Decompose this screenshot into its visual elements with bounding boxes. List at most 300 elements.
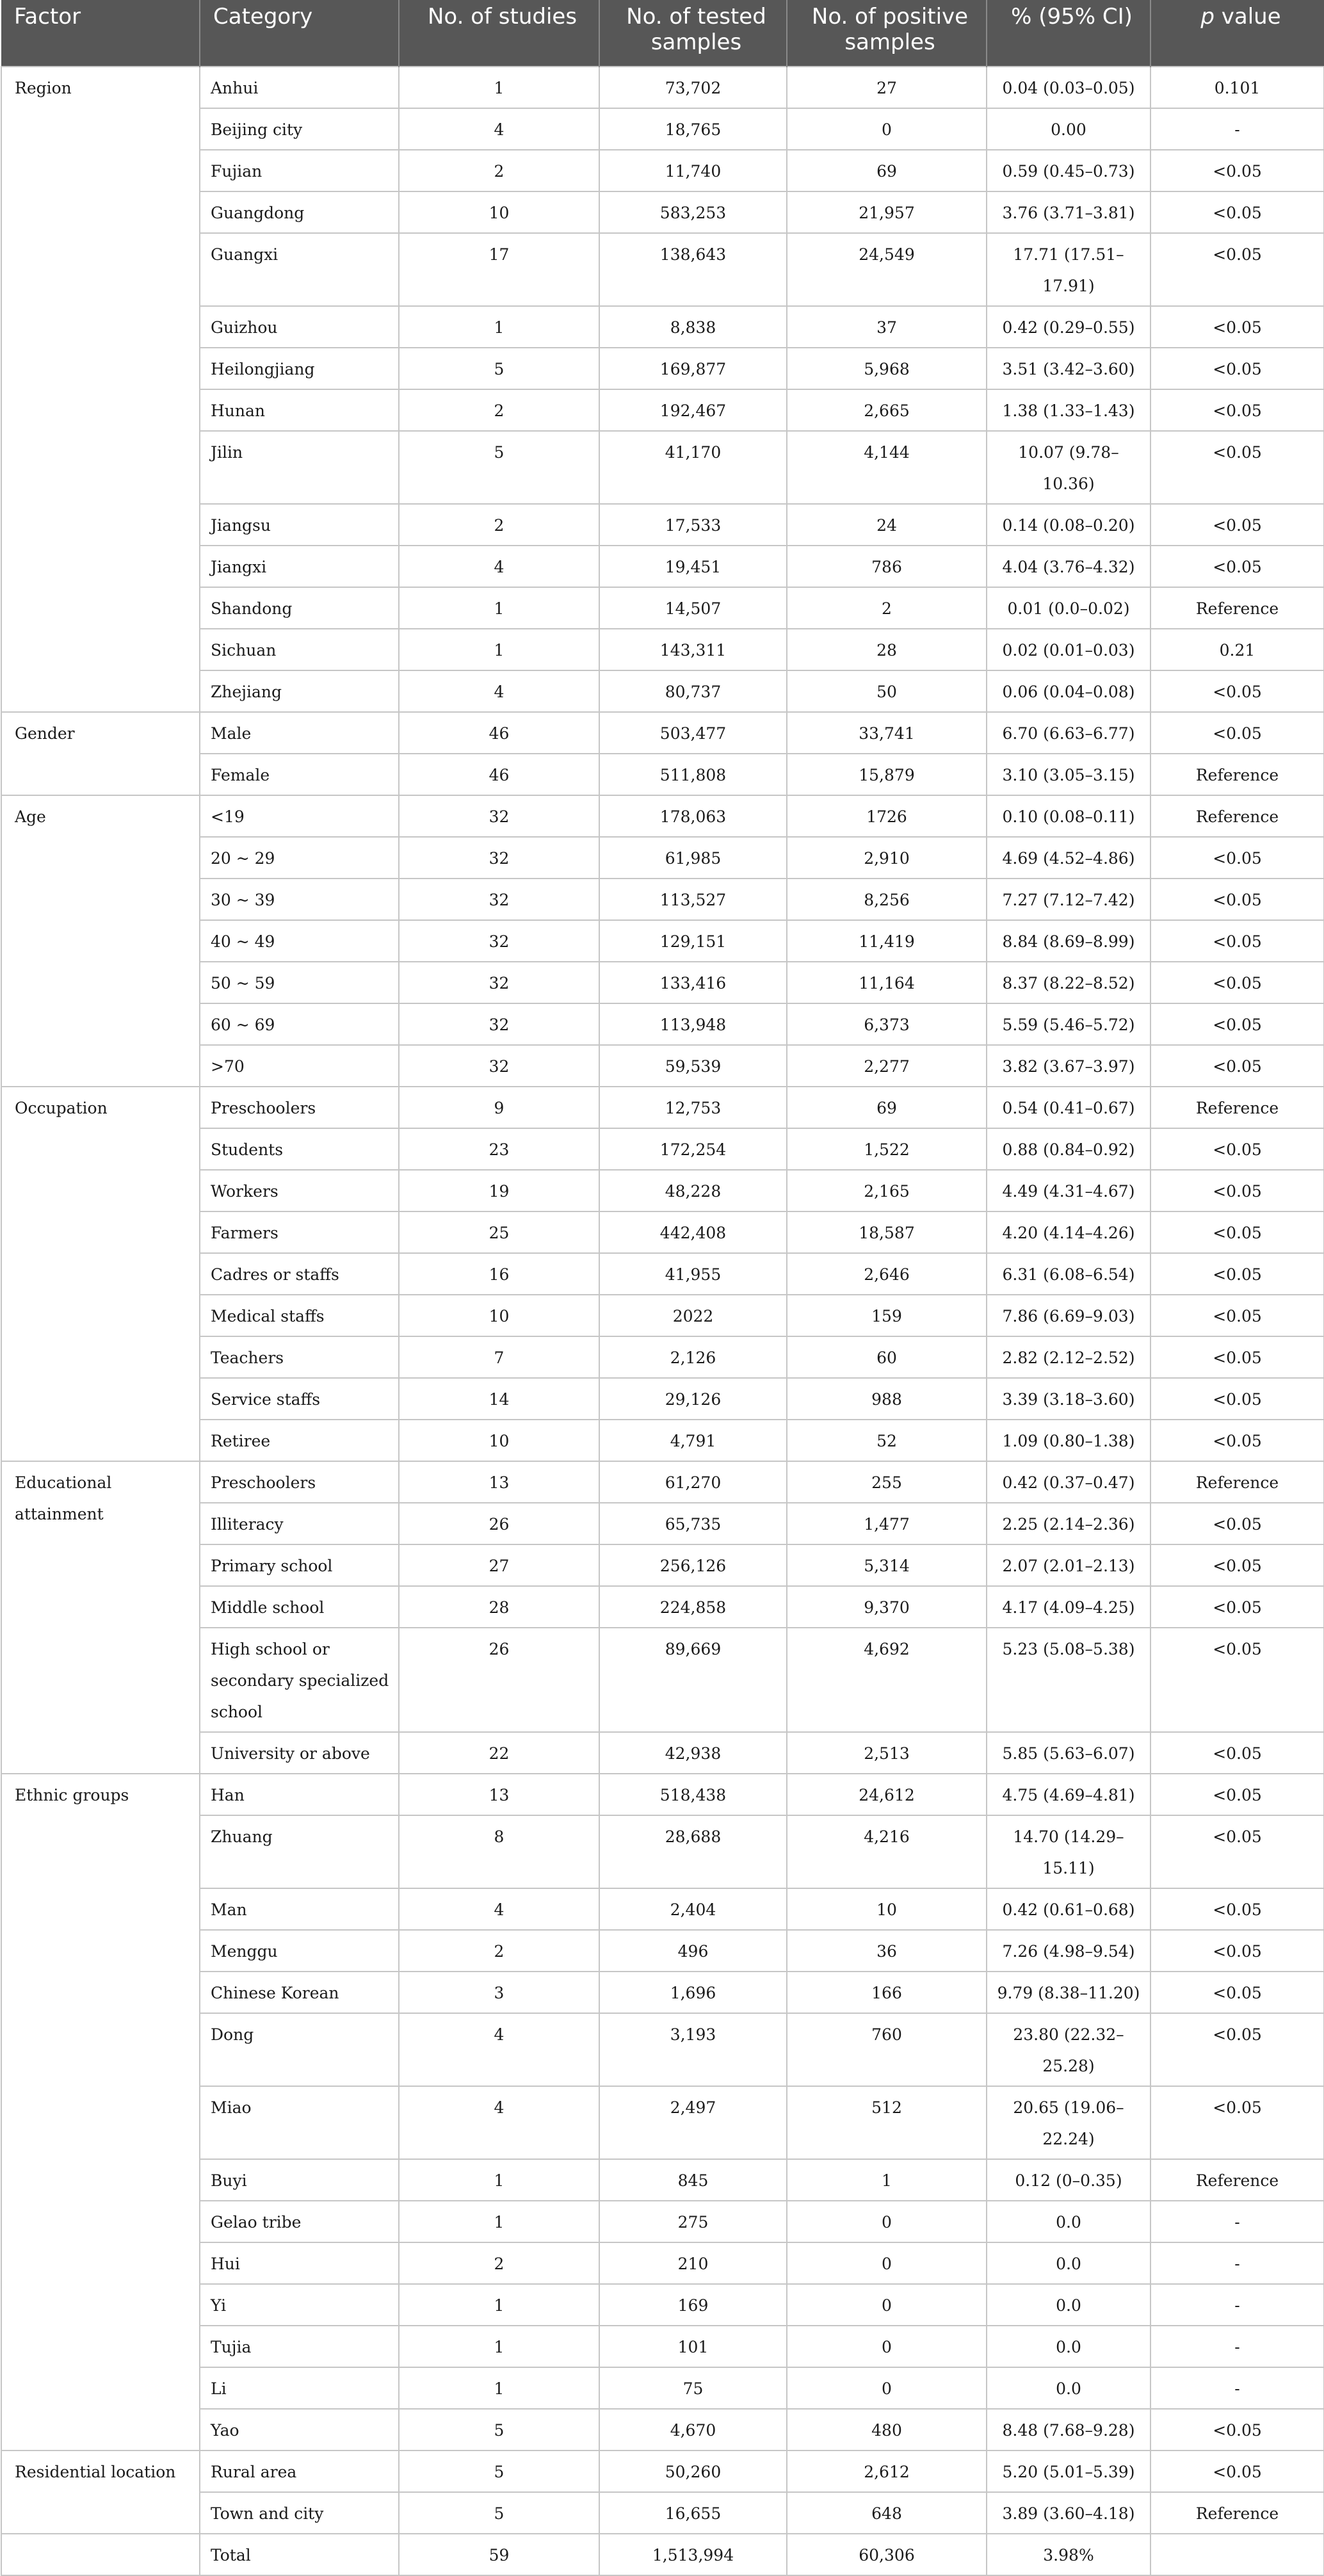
tested-cell: 80,737	[599, 670, 787, 712]
category-cell: Guangdong	[200, 191, 399, 233]
category-cell: Dong	[200, 2013, 399, 2086]
tested-cell: 8,838	[599, 306, 787, 348]
studies-cell: 4	[399, 2086, 599, 2159]
studies-cell: 4	[399, 2013, 599, 2086]
positive-cell: 18,587	[787, 1211, 987, 1253]
p-value-cell: <0.05	[1150, 1253, 1324, 1295]
percent-cell: 3.51 (3.42–3.60)	[987, 348, 1150, 389]
positive-cell: 1726	[787, 795, 987, 837]
percent-cell: 6.31 (6.08–6.54)	[987, 1253, 1150, 1295]
studies-cell: 7	[399, 1336, 599, 1378]
studies-cell: 13	[399, 1461, 599, 1503]
header-positive: No. of positive samples	[787, 0, 987, 67]
percent-cell: 3.39 (3.18–3.60)	[987, 1378, 1150, 1420]
positive-cell: 166	[787, 1972, 987, 2013]
category-cell: 50 ~ 59	[200, 962, 399, 1003]
positive-cell: 480	[787, 2409, 987, 2450]
tested-cell: 192,467	[599, 389, 787, 431]
tested-cell: 28,688	[599, 1815, 787, 1888]
positive-cell: 0	[787, 2284, 987, 2326]
tested-cell: 138,643	[599, 233, 787, 306]
table-row	[1, 1774, 1324, 1815]
positive-cell: 2,665	[787, 389, 987, 431]
category-cell: Service staffs	[200, 1378, 399, 1420]
percent-cell: 4.04 (3.76–4.32)	[987, 546, 1150, 587]
tested-cell: 2,497	[599, 2086, 787, 2159]
positive-cell: 9,370	[787, 1586, 987, 1628]
percent-cell: 4.75 (4.69–4.81)	[987, 1774, 1150, 1815]
positive-cell: 5,314	[787, 1544, 987, 1586]
percent-cell: 2.07 (2.01–2.13)	[987, 1544, 1150, 1586]
p-value-cell: 0.21	[1150, 629, 1324, 670]
p-value-cell: -	[1150, 2284, 1324, 2326]
category-cell: Total	[200, 2534, 399, 2575]
table-row	[1, 2284, 1324, 2326]
table-header	[1, 0, 1324, 67]
tested-cell: 169,877	[599, 348, 787, 389]
percent-cell: 0.02 (0.01–0.03)	[987, 629, 1150, 670]
category-cell: Students	[200, 1128, 399, 1170]
category-cell: Han	[200, 1774, 399, 1815]
table-row	[1, 67, 1324, 108]
tested-cell: 518,438	[599, 1774, 787, 1815]
tested-cell: 2,404	[599, 1888, 787, 1930]
p-value-cell: <0.05	[1150, 1045, 1324, 1087]
p-value-cell: <0.05	[1150, 306, 1324, 348]
table-row	[1, 233, 1324, 306]
p-value-cell: <0.05	[1150, 150, 1324, 191]
studies-cell: 2	[399, 1930, 599, 1972]
studies-cell: 1	[399, 67, 599, 108]
positive-cell: 5,968	[787, 348, 987, 389]
percent-cell: 0.0	[987, 2242, 1150, 2284]
percent-cell: 23.80 (22.32–25.28)	[987, 2013, 1150, 2086]
factor-cell: Occupation	[1, 1087, 200, 1461]
p-value-cell: <0.05	[1150, 1972, 1324, 2013]
positive-cell: 11,419	[787, 920, 987, 962]
p-value-cell: Reference	[1150, 1461, 1324, 1503]
percent-cell: 0.59 (0.45–0.73)	[987, 150, 1150, 191]
percent-cell: 4.17 (4.09–4.25)	[987, 1586, 1150, 1628]
positive-cell: 69	[787, 1087, 987, 1128]
positive-cell: 1	[787, 2159, 987, 2201]
tested-cell: 4,670	[599, 2409, 787, 2450]
studies-cell: 1	[399, 2201, 599, 2242]
studies-cell: 32	[399, 1045, 599, 1087]
percent-cell: 14.70 (14.29–15.11)	[987, 1815, 1150, 1888]
p-value-cell: <0.05	[1150, 2450, 1324, 2492]
positive-cell: 6,373	[787, 1003, 987, 1045]
p-value-cell: <0.05	[1150, 1503, 1324, 1544]
percent-cell: 0.42 (0.61–0.68)	[987, 1888, 1150, 1930]
tested-cell: 129,151	[599, 920, 787, 962]
tested-cell: 41,955	[599, 1253, 787, 1295]
percent-cell: 2.25 (2.14–2.36)	[987, 1503, 1150, 1544]
p-value-cell: 0.101	[1150, 67, 1324, 108]
p-value-cell: <0.05	[1150, 1544, 1324, 1586]
p-value-cell: <0.05	[1150, 1295, 1324, 1336]
tested-cell: 1,513,994	[599, 2534, 787, 2575]
percent-cell: 3.82 (3.67–3.97)	[987, 1045, 1150, 1087]
table-row	[1, 670, 1324, 712]
positive-cell: 2,513	[787, 1732, 987, 1774]
studies-cell: 2	[399, 504, 599, 546]
tested-cell: 48,228	[599, 1170, 787, 1211]
studies-cell: 1	[399, 629, 599, 670]
positive-cell: 4,692	[787, 1628, 987, 1732]
category-cell: Shandong	[200, 587, 399, 629]
table-row	[1, 1128, 1324, 1170]
percent-cell: 4.20 (4.14–4.26)	[987, 1211, 1150, 1253]
header-p-rest: value	[1214, 4, 1281, 29]
positive-cell: 988	[787, 1378, 987, 1420]
percent-cell: 2.82 (2.12–2.52)	[987, 1336, 1150, 1378]
p-value-cell: <0.05	[1150, 191, 1324, 233]
table-row	[1, 546, 1324, 587]
table-row	[1, 1295, 1324, 1336]
category-cell: Female	[200, 754, 399, 795]
p-value-cell: <0.05	[1150, 962, 1324, 1003]
tested-cell: 224,858	[599, 1586, 787, 1628]
studies-cell: 32	[399, 1003, 599, 1045]
tested-cell: 19,451	[599, 546, 787, 587]
positive-cell: 24,549	[787, 233, 987, 306]
positive-cell: 24	[787, 504, 987, 546]
table-row	[1, 1888, 1324, 1930]
tested-cell: 2022	[599, 1295, 787, 1336]
tested-cell: 14,507	[599, 587, 787, 629]
studies-cell: 22	[399, 1732, 599, 1774]
percent-cell: 6.70 (6.63–6.77)	[987, 712, 1150, 754]
category-cell: Farmers	[200, 1211, 399, 1253]
studies-cell: 32	[399, 920, 599, 962]
category-cell: >70	[200, 1045, 399, 1087]
table-row	[1, 962, 1324, 1003]
studies-cell: 1	[399, 587, 599, 629]
percent-cell: 5.23 (5.08–5.38)	[987, 1628, 1150, 1732]
studies-cell: 4	[399, 1888, 599, 1930]
percent-cell: 0.0	[987, 2284, 1150, 2326]
table-row	[1, 1003, 1324, 1045]
table-row	[1, 150, 1324, 191]
percent-cell: 10.07 (9.78–10.36)	[987, 431, 1150, 504]
percent-cell: 8.48 (7.68–9.28)	[987, 2409, 1150, 2450]
positive-cell: 2,910	[787, 837, 987, 879]
category-cell: Jiangxi	[200, 546, 399, 587]
table-row	[1, 1628, 1324, 1732]
header-p-value	[1150, 0, 1324, 67]
tested-cell: 143,311	[599, 629, 787, 670]
category-cell: Retiree	[200, 1420, 399, 1461]
category-cell: Jiangsu	[200, 504, 399, 546]
category-cell: Gelao tribe	[200, 2201, 399, 2242]
percent-cell: 5.85 (5.63–6.07)	[987, 1732, 1150, 1774]
table-row	[1, 389, 1324, 431]
studies-cell: 1	[399, 2326, 599, 2367]
category-cell: Yao	[200, 2409, 399, 2450]
p-value-cell: <0.05	[1150, 1774, 1324, 1815]
category-cell: Heilongjiang	[200, 348, 399, 389]
category-cell: Chinese Korean	[200, 1972, 399, 2013]
category-cell: Menggu	[200, 1930, 399, 1972]
table-row	[1, 504, 1324, 546]
positive-cell: 159	[787, 1295, 987, 1336]
positive-cell: 1,477	[787, 1503, 987, 1544]
table-row	[1, 1211, 1324, 1253]
table-row	[1, 1336, 1324, 1378]
p-value-cell: -	[1150, 108, 1324, 150]
positive-cell: 2	[787, 587, 987, 629]
category-cell: Workers	[200, 1170, 399, 1211]
studies-cell: 10	[399, 191, 599, 233]
studies-cell: 32	[399, 962, 599, 1003]
tested-cell: 50,260	[599, 2450, 787, 2492]
studies-cell: 23	[399, 1128, 599, 1170]
positive-cell: 2,612	[787, 2450, 987, 2492]
factor-cell: Region	[1, 67, 200, 712]
header-studies: No. of studies	[399, 0, 599, 67]
p-value-cell: -	[1150, 2201, 1324, 2242]
percent-cell: 0.00	[987, 108, 1150, 150]
p-value-cell: <0.05	[1150, 670, 1324, 712]
tested-cell: 442,408	[599, 1211, 787, 1253]
table-row	[1, 1586, 1324, 1628]
positive-cell: 10	[787, 1888, 987, 1930]
studies-cell: 1	[399, 2284, 599, 2326]
p-value-cell: <0.05	[1150, 1003, 1324, 1045]
p-value-cell: <0.05	[1150, 1336, 1324, 1378]
positive-cell: 37	[787, 306, 987, 348]
studies-cell: 4	[399, 546, 599, 587]
category-cell: Jilin	[200, 431, 399, 504]
positive-cell: 60	[787, 1336, 987, 1378]
category-cell: Preschoolers	[200, 1461, 399, 1503]
table-row	[1, 1087, 1324, 1128]
category-cell: Yi	[200, 2284, 399, 2326]
studies-cell: 5	[399, 348, 599, 389]
table-row	[1, 1815, 1324, 1888]
category-cell: Sichuan	[200, 629, 399, 670]
p-value-cell: -	[1150, 2242, 1324, 2284]
positive-cell: 1,522	[787, 1128, 987, 1170]
tested-cell: 133,416	[599, 962, 787, 1003]
tested-cell: 29,126	[599, 1378, 787, 1420]
positive-cell: 36	[787, 1930, 987, 1972]
percent-cell: 3.98%	[987, 2534, 1150, 2575]
table-row	[1, 754, 1324, 795]
p-value-cell: <0.05	[1150, 2013, 1324, 2086]
p-value-cell: <0.05	[1150, 1732, 1324, 1774]
table-row	[1, 1544, 1324, 1586]
percent-cell: 0.10 (0.08–0.11)	[987, 795, 1150, 837]
percent-cell: 7.26 (4.98–9.54)	[987, 1930, 1150, 1972]
percent-cell: 4.69 (4.52–4.86)	[987, 837, 1150, 879]
table-row	[1, 1420, 1324, 1461]
category-cell: Anhui	[200, 67, 399, 108]
p-value-cell: <0.05	[1150, 1888, 1324, 1930]
percent-cell: 3.10 (3.05–3.15)	[987, 754, 1150, 795]
category-cell: Illiteracy	[200, 1503, 399, 1544]
studies-cell: 46	[399, 754, 599, 795]
category-cell: University or above	[200, 1732, 399, 1774]
percent-cell: 7.27 (7.12–7.42)	[987, 879, 1150, 920]
positive-cell: 4,144	[787, 431, 987, 504]
percent-cell: 0.12 (0–0.35)	[987, 2159, 1150, 2201]
p-value-cell: <0.05	[1150, 1128, 1324, 1170]
table-row	[1, 1253, 1324, 1295]
table-row	[1, 712, 1324, 754]
studies-cell: 5	[399, 431, 599, 504]
p-value-cell: <0.05	[1150, 712, 1324, 754]
factor-cell: Age	[1, 795, 200, 1087]
prevalence-table	[1, 0, 1324, 2576]
percent-cell: 4.49 (4.31–4.67)	[987, 1170, 1150, 1211]
factor-cell: Residential location	[1, 2450, 200, 2534]
tested-cell: 1,696	[599, 1972, 787, 2013]
header-category: Category	[200, 0, 399, 67]
studies-cell: 25	[399, 1211, 599, 1253]
percent-cell: 0.06 (0.04–0.08)	[987, 670, 1150, 712]
p-value-cell: <0.05	[1150, 879, 1324, 920]
p-value-cell: Reference	[1150, 795, 1324, 837]
table-row	[1, 108, 1324, 150]
tested-cell: 59,539	[599, 1045, 787, 1087]
p-value-cell: <0.05	[1150, 504, 1324, 546]
tested-cell: 503,477	[599, 712, 787, 754]
tested-cell: 12,753	[599, 1087, 787, 1128]
category-cell: 40 ~ 49	[200, 920, 399, 962]
percent-cell: 0.54 (0.41–0.67)	[987, 1087, 1150, 1128]
studies-cell: 5	[399, 2492, 599, 2534]
tested-cell: 65,735	[599, 1503, 787, 1544]
table-row	[1, 2201, 1324, 2242]
positive-cell: 2,646	[787, 1253, 987, 1295]
category-cell: Guangxi	[200, 233, 399, 306]
category-cell: Teachers	[200, 1336, 399, 1378]
table-row	[1, 1930, 1324, 1972]
factor-cell	[1, 2534, 200, 2575]
percent-cell: 0.0	[987, 2326, 1150, 2367]
category-cell: Male	[200, 712, 399, 754]
positive-cell: 512	[787, 2086, 987, 2159]
positive-cell: 33,741	[787, 712, 987, 754]
studies-cell: 17	[399, 233, 599, 306]
table-row	[1, 1378, 1324, 1420]
category-cell: 60 ~ 69	[200, 1003, 399, 1045]
positive-cell: 21,957	[787, 191, 987, 233]
positive-cell: 27	[787, 67, 987, 108]
percent-cell: 0.0	[987, 2201, 1150, 2242]
positive-cell: 24,612	[787, 1774, 987, 1815]
table-row	[1, 2409, 1324, 2450]
positive-cell: 0	[787, 108, 987, 150]
percent-cell: 5.20 (5.01–5.39)	[987, 2450, 1150, 2492]
p-value-cell: Reference	[1150, 1087, 1324, 1128]
studies-cell: 1	[399, 2367, 599, 2409]
tested-cell: 210	[599, 2242, 787, 2284]
p-value-cell: <0.05	[1150, 2086, 1324, 2159]
tested-cell: 178,063	[599, 795, 787, 837]
positive-cell: 11,164	[787, 962, 987, 1003]
p-value-cell: -	[1150, 2326, 1324, 2367]
table-row	[1, 837, 1324, 879]
table-row	[1, 1732, 1324, 1774]
table-row	[1, 2086, 1324, 2159]
tested-cell: 256,126	[599, 1544, 787, 1586]
tested-cell: 113,948	[599, 1003, 787, 1045]
tested-cell: 18,765	[599, 108, 787, 150]
table-row	[1, 2450, 1324, 2492]
table-row	[1, 795, 1324, 837]
tested-cell: 496	[599, 1930, 787, 1972]
category-cell: Primary school	[200, 1544, 399, 1586]
p-value-cell: <0.05	[1150, 431, 1324, 504]
category-cell: Town and city	[200, 2492, 399, 2534]
tested-cell: 169	[599, 2284, 787, 2326]
studies-cell: 1	[399, 306, 599, 348]
table-row	[1, 629, 1324, 670]
p-value-cell: <0.05	[1150, 1930, 1324, 1972]
table-row	[1, 920, 1324, 962]
table-row	[1, 2326, 1324, 2367]
p-value-cell: <0.05	[1150, 1170, 1324, 1211]
positive-cell: 0	[787, 2242, 987, 2284]
positive-cell: 52	[787, 1420, 987, 1461]
p-value-cell: Reference	[1150, 2159, 1324, 2201]
studies-cell: 4	[399, 108, 599, 150]
tested-cell: 2,126	[599, 1336, 787, 1378]
category-cell: Beijing city	[200, 108, 399, 150]
tested-cell: 42,938	[599, 1732, 787, 1774]
category-cell: Fujian	[200, 150, 399, 191]
tested-cell: 583,253	[599, 191, 787, 233]
tested-cell: 3,193	[599, 2013, 787, 2086]
table-row	[1, 1503, 1324, 1544]
positive-cell: 50	[787, 670, 987, 712]
header-tested: No. of tested samples	[599, 0, 787, 67]
percent-cell: 0.01 (0.0–0.02)	[987, 587, 1150, 629]
category-cell: Rural area	[200, 2450, 399, 2492]
p-value-cell: <0.05	[1150, 348, 1324, 389]
tested-cell: 75	[599, 2367, 787, 2409]
percent-cell: 20.65 (19.06–22.24)	[987, 2086, 1150, 2159]
percent-cell: 7.86 (6.69–9.03)	[987, 1295, 1150, 1336]
studies-cell: 2	[399, 150, 599, 191]
studies-cell: 10	[399, 1420, 599, 1461]
percent-cell: 1.09 (0.80–1.38)	[987, 1420, 1150, 1461]
positive-cell: 0	[787, 2367, 987, 2409]
p-value-cell: <0.05	[1150, 546, 1324, 587]
percent-cell: 0.0	[987, 2367, 1150, 2409]
studies-cell: 5	[399, 2409, 599, 2450]
positive-cell: 255	[787, 1461, 987, 1503]
p-value-cell: <0.05	[1150, 1815, 1324, 1888]
factor-cell: Ethnic groups	[1, 1774, 200, 2450]
positive-cell: 2,165	[787, 1170, 987, 1211]
table-row	[1, 306, 1324, 348]
header-p-italic: p	[1200, 4, 1215, 29]
table-row	[1, 2492, 1324, 2534]
positive-cell: 760	[787, 2013, 987, 2086]
positive-cell: 2,277	[787, 1045, 987, 1087]
p-value-cell: <0.05	[1150, 389, 1324, 431]
p-value-cell: <0.05	[1150, 1420, 1324, 1461]
category-cell: Medical staffs	[200, 1295, 399, 1336]
studies-cell: 1	[399, 2159, 599, 2201]
studies-cell: 26	[399, 1503, 599, 1544]
tested-cell: 61,985	[599, 837, 787, 879]
p-value-cell: Reference	[1150, 754, 1324, 795]
